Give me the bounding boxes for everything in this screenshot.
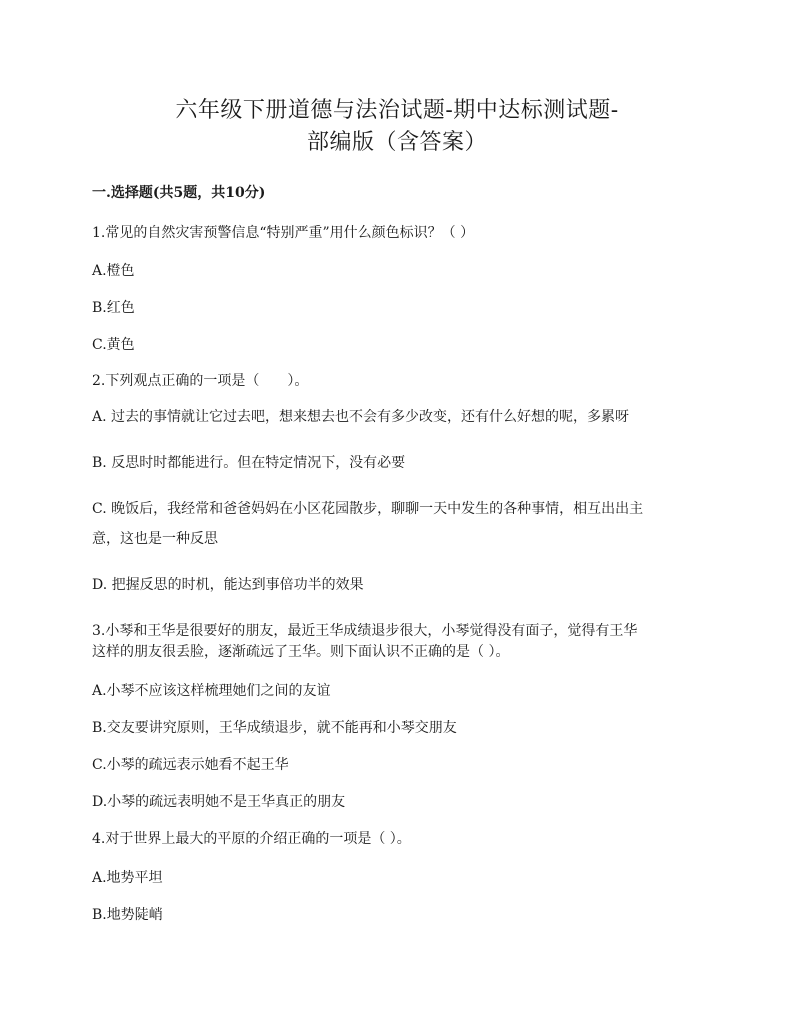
- question-4-stem: 4.对于世界上最大的平原的介绍正确的一项是（ ）。: [92, 831, 411, 847]
- question-1-option-a: A.橙色: [92, 263, 135, 279]
- question-1-stem: 1.常见的自然灾害预警信息“特别严重”用什么颜色标识？（ ）: [92, 225, 475, 241]
- document-title-line-1: 六年级下册道德与法治试题-期中达标测试题-: [175, 98, 619, 123]
- question-3-stem-line-1: 3.小琴和王华是很要好的朋友，最近王华成绩退步很大，小琴觉得没有面子，觉得有王华: [92, 623, 638, 639]
- question-2-option-b: B. 反思时时都能进行。但在特定情况下，没有必要: [92, 455, 406, 471]
- question-2-option-c-line-1: C. 晚饭后，我经常和爸爸妈妈在小区花园散步，聊聊一天中发生的各种事情，相互出出主: [92, 501, 644, 517]
- question-3-option-c: C.小琴的疏远表示她看不起王华: [92, 757, 289, 773]
- question-1-option-c: C.黄色: [92, 337, 135, 353]
- question-3-stem-line-2: 这样的朋友很丢脸，逐渐疏远了王华。则下面认识不正确的是（ ）。: [92, 644, 510, 660]
- question-2-option-d: D. 把握反思的时机，能达到事倍功半的效果: [92, 577, 364, 593]
- question-4-option-a: A.地势平坦: [92, 870, 163, 886]
- question-2-option-c-line-2: 意，这也是一种反思: [92, 531, 218, 547]
- question-3-option-d: D.小琴的疏远表明她不是王华真正的朋友: [92, 794, 346, 810]
- question-4-option-b: B.地势陡峭: [92, 907, 163, 923]
- question-1-option-b: B.红色: [92, 300, 135, 316]
- section-heading: 一.选择题(共5题，共10分): [92, 185, 266, 201]
- question-2-option-a: A. 过去的事情就让它过去吧，想来想去也不会有多少改变，还有什么好想的呢，多累呀: [92, 409, 630, 425]
- question-2-stem: 2.下列观点正确的一项是（ ）。: [92, 373, 309, 389]
- question-3-option-b: B.交友要讲究原则，王华成绩退步，就不能再和小琴交朋友: [92, 720, 457, 736]
- question-3-option-a: A.小琴不应该这样梳理她们之间的友谊: [92, 683, 331, 699]
- document-title-line-2: 部编版（含答案）: [306, 130, 487, 155]
